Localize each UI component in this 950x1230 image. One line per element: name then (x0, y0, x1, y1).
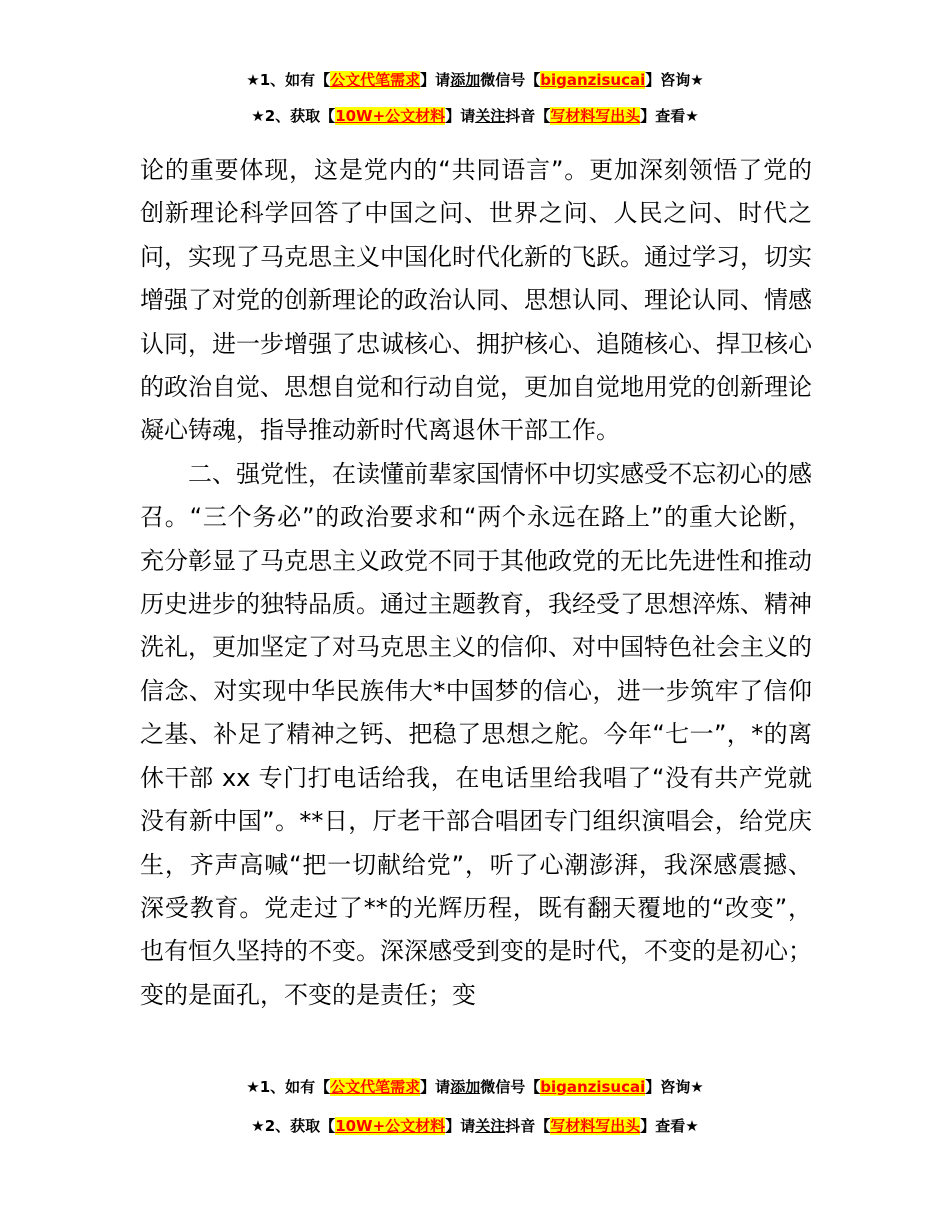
paragraph-1: 论的重要体现，这是党内的“共同语言”。更加深刻领悟了党的创新理论科学回答了中国之问、世界之问、人民之问、时代之问，实现了马克思主义中国化时代化新的飞跃。通过学习，切实增强了对党的创新理论的政治认同、思想认同、理论认同、情感认同，进一步增强了忠诚核心、拥护核心、追随核心、捍卫核心的政治自觉、思想自觉和行动自觉，更加自觉地用党的创新理论凝心铸魂，指导推动新时代离退休干部工作。 (140, 156, 812, 445)
banner-highlight: 10W+公文材料 (335, 1117, 446, 1135)
header-banner-line-2 (0, 105, 950, 127)
banner-text: 】请 (420, 1078, 451, 1096)
banner-highlight: 10W+公文材料 (335, 107, 446, 125)
banner-text: 】请 (445, 1117, 476, 1135)
footer-banner-line-2 (0, 1115, 950, 1137)
banner-emphasis: 添加 (450, 1078, 481, 1096)
banner-highlight: 公文代笔需求 (330, 1078, 421, 1096)
banner-emphasis: 关注 (475, 1117, 506, 1135)
banner-text: 】咨询★ (645, 71, 704, 89)
banner-text: ★2、获取【 (251, 107, 336, 125)
banner-text: 微信号【 (480, 71, 541, 89)
banner-emphasis: 添加 (450, 71, 481, 89)
banner-text: 微信号【 (480, 1078, 541, 1096)
banner-text: 】查看★ (640, 107, 699, 125)
banner-text: 】咨询★ (645, 1078, 704, 1096)
banner-highlight: biganzisucai (540, 1078, 646, 1096)
banner-text: 抖音【 (505, 107, 551, 125)
banner-text: 抖音【 (505, 1117, 551, 1135)
header-banner-line-1 (0, 69, 950, 91)
banner-highlight: biganzisucai (540, 71, 646, 89)
banner-text: ★2、获取【 (251, 1117, 336, 1135)
footer-banner-line-1 (0, 1076, 950, 1098)
banner-highlight: 写材料写出头 (550, 107, 641, 125)
banner-emphasis: 关注 (475, 107, 506, 125)
document-body (140, 149, 812, 1017)
banner-text: 】查看★ (640, 1117, 699, 1135)
banner-text: ★1、如有【 (246, 1078, 331, 1096)
banner-text: 】请 (445, 107, 476, 125)
paragraph-2: 二、强党性，在读懂前辈家国情怀中切实感受不忘初心的感召。“三个务必”的政治要求和“两个永远在路上”的重大论断，充分彰显了马克思主义政党不同于其他政党的无比先进性和推动历史进步的独特品质。通过主题教育，我经受了思想淬炼、精神洗礼，更加坚定了对马克思主义的信仰、对中国特色社会主义的信念、对实现中华民族伟大*中国梦的信心，进一步筑牢了信仰之基、补足了精神之钙、把稳了思想之舵。今年“七一”，*的离休干部 xx 专门打电话给我，在电话里给我唱了“没有共产党就没有新中国”。**日，厅老干部合唱团专门组织演唱会，给党庆生，齐声高喊“把一切献给党”，听了心潮澎湃，我深感震撼、深受教育。党走过了**的光辉历程，既有翻天覆地的“改变”，也有恒久坚持的不变。深深感受到变的是时代，不变的是初心；变的是面孔，不变的是责任；变 (140, 459, 812, 1009)
banner-text: ★1、如有【 (246, 71, 331, 89)
banner-highlight: 公文代笔需求 (330, 71, 421, 89)
banner-text: 】请 (420, 71, 451, 89)
banner-highlight: 写材料写出头 (550, 1117, 641, 1135)
